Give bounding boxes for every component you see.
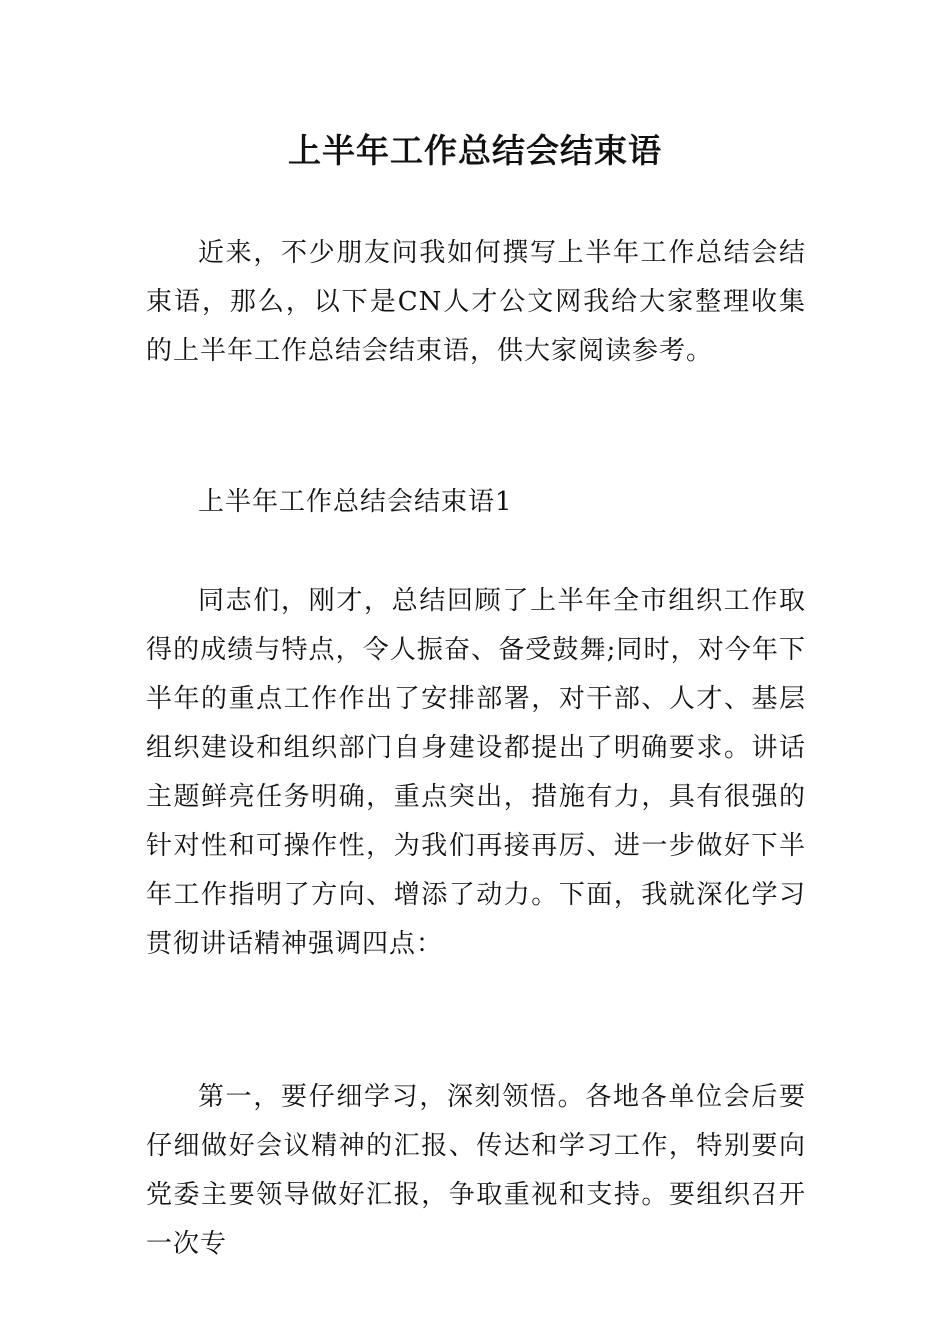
section-heading: 上半年工作总结会结束语1 (198, 487, 513, 517)
document-title: 上半年工作总结会结束语 (288, 131, 662, 170)
intro-paragraph: 近来，不少朋友问我如何撰写上半年工作总结会结束语，那么，以下是CN人才公文网我给大家整理收集的上半年工作总结会结束语，供大家阅读参考。 (146, 238, 806, 366)
body-paragraph-2: 第一，要仔细学习，深刻领悟。各地各单位会后要仔细做好会议精神的汇报、传达和学习工作，特别要向党委主要领导做好汇报，争取重视和支持。要组织召开一次专 (146, 1082, 806, 1259)
body-paragraph-1: 同志们，刚才，总结回顾了上半年全市组织工作取得的成绩与特点，令人振奋、备受鼓舞;同时，对今年下半年的重点工作作出了安排部署，对干部、人才、基层组织建设和组织部门自身建设都提出了明确要求。讲话主题鲜亮任务明确，重点突出，措施有力，具有很强的针对性和可操作性，为我们再接再厉、进一步做好下半年工作指明了方向、增添了动力。下面，我就深化学习贯彻讲话精神强调四点： (146, 586, 806, 959)
